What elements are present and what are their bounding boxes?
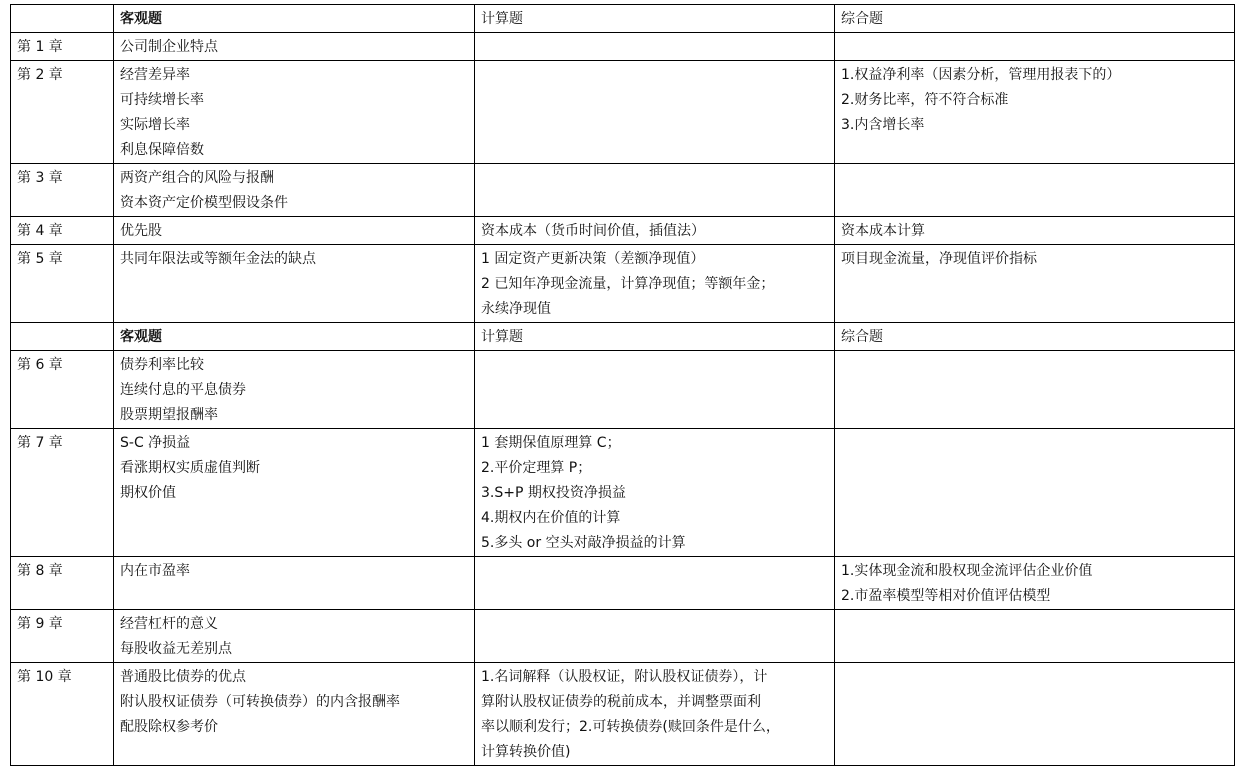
comprehensive-cell [835, 557, 1235, 610]
table-row [11, 351, 1235, 429]
header-cell: 客观题 [114, 323, 475, 351]
cell-line: 连续付息的平息债券 [120, 382, 246, 398]
objective-cell [114, 557, 475, 610]
chapter-cell: 第 1 章 [11, 33, 114, 61]
chapter-cell: 第 10 章 [11, 663, 114, 766]
objective-cell [114, 217, 475, 245]
cell-line: 2.财务比率，符不符合标准 [841, 92, 1009, 108]
cell-line: 资本成本（货币时间价值，插值法） [481, 223, 705, 239]
comprehensive-cell [835, 245, 1235, 323]
objective-cell [114, 663, 475, 766]
cell-line: 看涨期权实质虚值判断 [120, 460, 260, 476]
table-row [11, 61, 1235, 164]
cell-line: 1.权益净利率（因素分析，管理用报表下的） [841, 67, 1121, 83]
cell-line: 普通股比债券的优点 [120, 669, 246, 685]
comprehensive-cell [835, 663, 1235, 766]
cell-line: 2.市盈率模型等相对价值评估模型 [841, 588, 1051, 604]
cell-line: 2.平价定理算 P； [481, 460, 592, 476]
table-row [11, 557, 1235, 610]
calculation-cell [475, 557, 835, 610]
header-cell: 计算题 [475, 323, 835, 351]
chapter-cell: 第 7 章 [11, 429, 114, 557]
cell-line: 股票期望报酬率 [120, 407, 218, 423]
cell-line: 内在市盈率 [120, 563, 190, 579]
comprehensive-cell [835, 33, 1235, 61]
calculation-cell [475, 351, 835, 429]
table-row [11, 429, 1235, 557]
chapter-cell: 第 2 章 [11, 61, 114, 164]
calculation-cell [475, 33, 835, 61]
table-body [11, 5, 1235, 766]
chapter-cell: 第 4 章 [11, 217, 114, 245]
cell-line: 资本成本计算 [841, 223, 925, 239]
chapter-topic-table [10, 4, 1235, 766]
cell-line: 可持续增长率 [120, 92, 204, 108]
cell-line: 1.名词解释（认股权证，附认股权证债券），计 [481, 669, 768, 685]
calculation-cell [475, 610, 835, 663]
table-row [11, 217, 1235, 245]
cell-line: 债券利率比较 [120, 357, 204, 373]
calculation-cell [475, 663, 835, 766]
cell-line: 3.S+P 期权投资净损益 [481, 485, 626, 501]
cell-line: 3.内含增长率 [841, 117, 925, 133]
objective-cell [114, 245, 475, 323]
cell-line: 资本资产定价模型假设条件 [120, 195, 288, 211]
objective-cell [114, 351, 475, 429]
cell-line: 永续净现值 [481, 301, 551, 317]
cell-line: 5.多头 or 空头对敲净损益的计算 [481, 535, 686, 551]
cell-line: 每股收益无差别点 [120, 641, 232, 657]
objective-cell [114, 33, 475, 61]
calculation-cell [475, 217, 835, 245]
header-cell: 综合题 [835, 323, 1235, 351]
table-row [11, 164, 1235, 217]
objective-cell [114, 164, 475, 217]
table-row [11, 245, 1235, 323]
comprehensive-cell [835, 164, 1235, 217]
header-cell: 综合题 [835, 5, 1235, 33]
cell-line: 算附认股权证债券的税前成本，并调整票面利 [481, 694, 761, 710]
chapter-topic-table-container [10, 4, 1234, 766]
cell-line: S-C 净损益 [120, 435, 191, 451]
cell-line: 利息保障倍数 [120, 142, 204, 158]
cell-line: 项目现金流量，净现值评价指标 [841, 251, 1037, 267]
cell-line: 经营杠杆的意义 [120, 616, 218, 632]
cell-line: 1.实体现金流和股权现金流评估企业价值 [841, 563, 1093, 579]
chapter-cell: 第 9 章 [11, 610, 114, 663]
chapter-cell: 第 3 章 [11, 164, 114, 217]
comprehensive-cell [835, 610, 1235, 663]
chapter-cell: 第 5 章 [11, 245, 114, 323]
cell-line: 实际增长率 [120, 117, 190, 133]
cell-line: 附认股权证债券（可转换债券）的内含报酬率 [120, 694, 400, 710]
comprehensive-cell [835, 217, 1235, 245]
chapter-cell: 第 6 章 [11, 351, 114, 429]
comprehensive-cell [835, 429, 1235, 557]
comprehensive-cell [835, 351, 1235, 429]
cell-line: 配股除权参考价 [120, 719, 218, 735]
chapter-cell: 第 8 章 [11, 557, 114, 610]
calculation-cell [475, 61, 835, 164]
objective-cell [114, 61, 475, 164]
table-row [11, 33, 1235, 61]
cell-line: 共同年限法或等额年金法的缺点 [120, 251, 316, 267]
cell-line: 经营差异率 [120, 67, 190, 83]
cell-line: 公司制企业特点 [120, 39, 218, 55]
calculation-cell [475, 429, 835, 557]
cell-line: 期权价值 [120, 485, 176, 501]
cell-line: 率以顺利发行；2.可转换债券(赎回条件是什么， [481, 719, 780, 735]
objective-cell [114, 610, 475, 663]
table-row [11, 663, 1235, 766]
header-row [11, 5, 1235, 33]
cell-line: 4.期权内在价值的计算 [481, 510, 621, 526]
cell-line: 2 已知年净现金流量，计算净现值；等额年金； [481, 276, 775, 292]
cell-line: 优先股 [120, 223, 162, 239]
header-cell [11, 5, 114, 33]
table-row [11, 610, 1235, 663]
cell-line: 1 套期保值原理算 C； [481, 435, 621, 451]
header-cell: 客观题 [114, 5, 475, 33]
cell-line: 两资产组合的风险与报酬 [120, 170, 274, 186]
header-cell [11, 323, 114, 351]
header-row [11, 323, 1235, 351]
calculation-cell [475, 164, 835, 217]
objective-cell [114, 429, 475, 557]
comprehensive-cell [835, 61, 1235, 164]
calculation-cell [475, 245, 835, 323]
cell-line: 1 固定资产更新决策（差额净现值） [481, 251, 705, 267]
cell-line: 计算转换价值) [481, 744, 571, 760]
header-cell: 计算题 [475, 5, 835, 33]
